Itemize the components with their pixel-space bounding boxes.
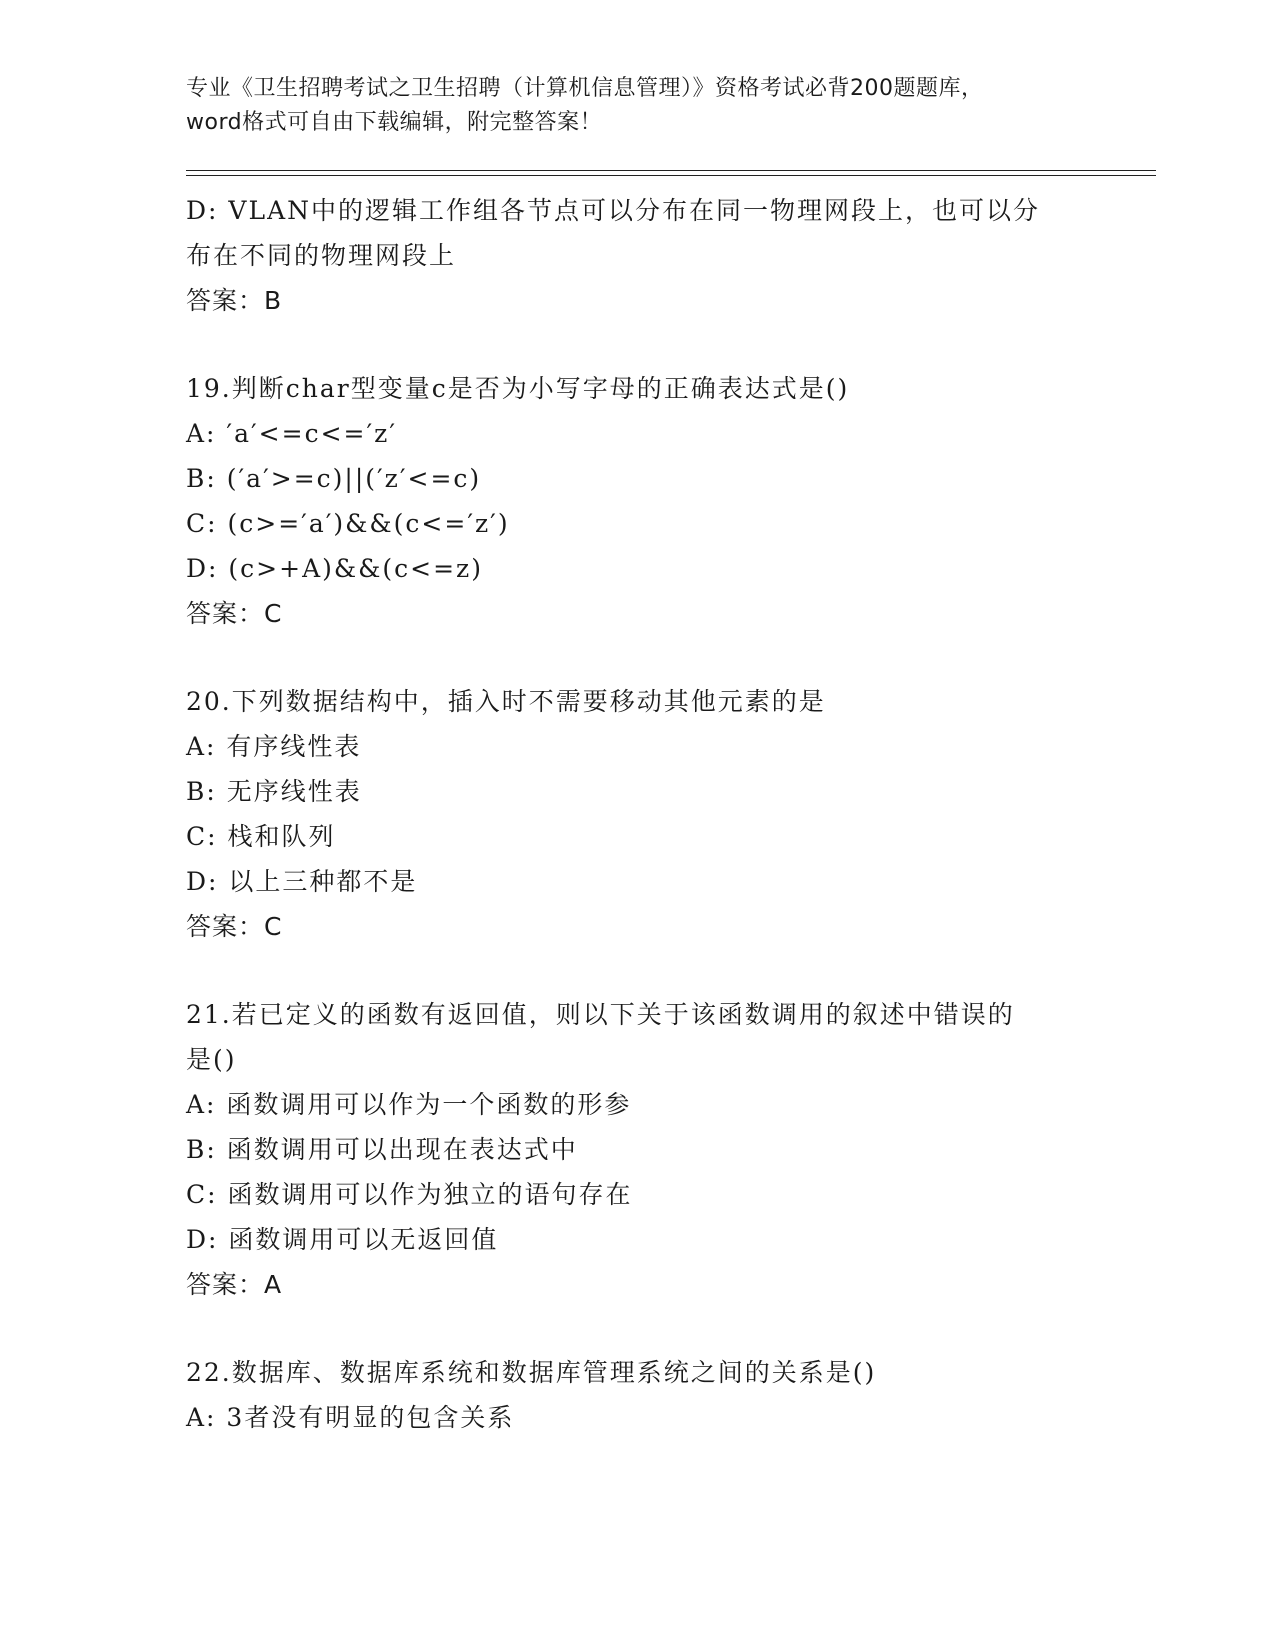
question-22 bbox=[186, 1350, 1086, 1440]
option-c: C: 函数调用可以作为独立的语句存在 bbox=[186, 1180, 633, 1209]
header-divider-bottom bbox=[186, 175, 1156, 176]
option-d: D: (c>+A)&&(c<=z) bbox=[186, 554, 483, 583]
question-stem-line-2: 是() bbox=[186, 1045, 237, 1074]
option-a: A: 3者没有明显的包含关系 bbox=[186, 1403, 515, 1432]
question-stem: 22.数据库、数据库系统和数据库管理系统之间的关系是() bbox=[186, 1358, 877, 1387]
spacer bbox=[186, 637, 1086, 679]
spacer bbox=[186, 1308, 1086, 1350]
option-b: B: 无序线性表 bbox=[186, 777, 362, 806]
option-d-line-1: D: VLAN中的逻辑工作组各节点可以分布在同一物理网段上，也可以分 bbox=[186, 196, 1041, 225]
document-header bbox=[186, 72, 1086, 140]
question-stem: 19.判断char型变量c是否为小写字母的正确表达式是() bbox=[186, 374, 850, 403]
option-a: A: 函数调用可以作为一个函数的形参 bbox=[186, 1090, 632, 1119]
option-a: A: 有序线性表 bbox=[186, 732, 362, 761]
continuation-block bbox=[186, 188, 1086, 324]
question-content bbox=[186, 188, 1086, 1440]
question-stem: 20.下列数据结构中，插入时不需要移动其他元素的是 bbox=[186, 687, 826, 716]
option-d: D: 函数调用可以无返回值 bbox=[186, 1225, 499, 1254]
header-title-line-1: 专业《卫生招聘考试之卫生招聘（计算机信息管理）》资格考试必背200题题库， bbox=[186, 76, 984, 101]
question-19 bbox=[186, 366, 1086, 637]
option-d-line-2: 布在不同的物理网段上 bbox=[186, 241, 457, 270]
spacer bbox=[186, 324, 1086, 366]
answer-line: 答案：C bbox=[186, 599, 283, 628]
answer-line: 答案：A bbox=[186, 1270, 283, 1299]
option-a: A: ′a′<=c<=′z′ bbox=[186, 419, 397, 448]
header-title-line-2: word格式可自由下载编辑，附完整答案！ bbox=[186, 110, 603, 135]
answer-line: 答案：C bbox=[186, 912, 283, 941]
spacer bbox=[186, 950, 1086, 992]
answer-line: 答案：B bbox=[186, 286, 283, 315]
question-stem-line-1: 21.若已定义的函数有返回值，则以下关于该函数调用的叙述中错误的 bbox=[186, 1000, 1015, 1029]
question-20 bbox=[186, 679, 1086, 950]
option-b: B: 函数调用可以出现在表达式中 bbox=[186, 1135, 578, 1164]
option-d: D: 以上三种都不是 bbox=[186, 867, 418, 896]
option-b: B: (′a′>=c)||(′z′<=c) bbox=[186, 464, 482, 493]
option-c: C: 栈和队列 bbox=[186, 822, 336, 851]
option-c: C: (c>=′a′)&&(c<=′z′) bbox=[186, 509, 510, 538]
question-21 bbox=[186, 992, 1086, 1308]
header-divider-top bbox=[186, 170, 1156, 171]
